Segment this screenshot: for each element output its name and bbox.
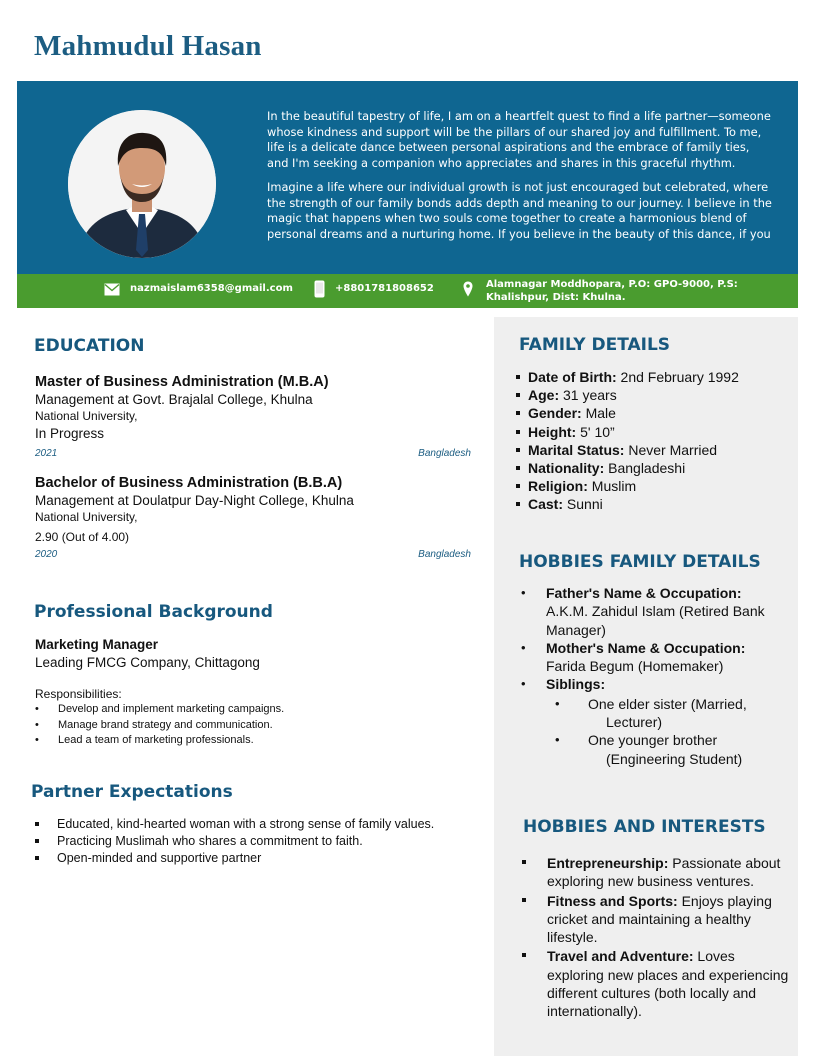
responsibilities-label: Responsibilities: <box>35 687 122 701</box>
degree-university: National University, <box>35 409 138 423</box>
map-pin-icon <box>463 281 473 297</box>
mobile-phone-icon <box>314 280 325 298</box>
portrait-illustration <box>68 110 216 258</box>
siblings-label: Siblings: <box>546 676 606 693</box>
family-details-list <box>515 368 785 514</box>
intro-paragraph-1: In the beautiful tapestry of life, I am on a heartfelt quest to find a life partner—someone whose kindness and support will be the pillars of our shared joy and fulfillment. To me, life is a delicate dance between personal aspirations and the embrace of family ties, and I'm seeking a companion who appreciates and shares in this graceful rhythm. <box>267 109 771 170</box>
hobbies-list <box>521 854 789 1022</box>
list-item: Open-minded and supportive partner <box>35 850 475 867</box>
mother-value: Farida Begum (Homemaker) <box>546 658 724 675</box>
degree-university: National University, <box>35 510 138 524</box>
list-item: Practicing Muslimah who shares a commitment to faith. <box>35 833 475 850</box>
phone-text[interactable]: +8801781808652 <box>335 283 434 294</box>
list-item: • Develop and implement marketing campaigns. <box>35 702 475 718</box>
contact-address <box>463 279 738 304</box>
intro-banner <box>17 81 798 274</box>
list-item: Age: 31 years <box>515 386 785 404</box>
envelope-icon <box>104 283 120 296</box>
education-item-mba <box>35 373 471 459</box>
responsibilities-list <box>35 702 475 749</box>
list-item: • One younger brother (Engineering Student) <box>546 731 781 768</box>
degree-country: Bangladesh <box>418 549 471 560</box>
mother-label: Mother's Name & Occupation: <box>546 639 746 656</box>
intro-text <box>267 109 772 269</box>
email-text[interactable]: nazmaislam6358@gmail.com <box>130 283 293 294</box>
parents-list <box>521 584 781 768</box>
job-company: Leading FMCG Company, Chittagong <box>35 655 260 670</box>
list-item: • Manage brand strategy and communication. <box>35 718 475 734</box>
education-heading: EDUCATION <box>34 336 145 356</box>
parents-heading: HOBBIES FAMILY DETAILS <box>519 552 761 572</box>
degree-year: 2021 <box>35 448 58 459</box>
degree-college: Management at Doulatpur Day-Night College, Khulna <box>35 493 354 508</box>
list-item: Cast: Sunni <box>515 495 785 513</box>
list-item: Religion: Muslim <box>515 477 785 495</box>
address-line-2: Khalishpur, Dist: Khulna. <box>486 291 626 303</box>
address-line-1: Alamnagar Moddhopara, P.O: GPO-9000, P.S: <box>486 279 738 290</box>
list-item: • One elder sister (Married, Lecturer) <box>546 695 781 732</box>
siblings-list <box>546 695 781 768</box>
candidate-name: Mahmudul Hasan <box>34 30 262 62</box>
list-item <box>521 675 781 767</box>
list-item: Gender: Male <box>515 404 785 422</box>
father-label: Father's Name & Occupation: <box>546 585 742 601</box>
partner-expectations-list <box>35 816 475 867</box>
list-item: Educated, kind-hearted woman with a strong sense of family values. <box>35 816 475 833</box>
list-item: Nationality: Bangladeshi <box>515 459 785 477</box>
intro-paragraph-2: Imagine a life where our individual growth is not just encouraged but celebrated, where the strength of our family bonds adds depth and meaning to our journey. I believe in the magic that happens when two souls come together to create a harmonious blend of personal dreams and a nurturing home. If you believe in the beauty of this dance, if you <box>267 180 772 241</box>
list-item: Entrepreneurship: Passionate about exploring new business ventures. <box>521 854 789 891</box>
degree-status: 2.90 (Out of 4.00) <box>35 530 130 544</box>
list-item: Travel and Adventure: Loves exploring new places and experiencing different cultures (both locally and internationally). <box>521 947 789 1020</box>
contact-email <box>104 283 293 296</box>
degree-title: Master of Business Administration (M.B.A) <box>35 374 329 390</box>
list-item: Marital Status: Never Married <box>515 441 785 459</box>
hobbies-heading: HOBBIES AND INTERESTS <box>523 817 766 837</box>
list-item <box>521 584 781 639</box>
contact-phone <box>314 280 434 298</box>
degree-college: Management at Govt. Brajalal College, Khulna <box>35 392 313 407</box>
list-item: • Lead a team of marketing professionals. <box>35 733 475 749</box>
degree-title: Bachelor of Business Administration (B.B.A) <box>35 475 343 491</box>
profile-photo <box>68 110 216 258</box>
family-heading: FAMILY DETAILS <box>519 335 671 355</box>
professional-heading: Professional Background <box>34 602 273 622</box>
list-item <box>521 639 781 676</box>
list-item: Date of Birth: 2nd February 1992 <box>515 368 785 386</box>
education-item-bba <box>35 474 471 560</box>
contact-bar <box>17 274 798 308</box>
degree-status: In Progress <box>35 426 105 441</box>
father-value: A.K.M. Zahidul Islam (Retired Bank Manager) <box>546 603 765 638</box>
degree-year: 2020 <box>35 549 58 560</box>
list-item: Fitness and Sports: Enjoys playing cricket and maintaining a healthy lifestyle. <box>521 892 789 947</box>
degree-country: Bangladesh <box>418 448 471 459</box>
professional-block <box>35 636 475 749</box>
list-item: Height: 5' 10” <box>515 423 785 441</box>
partner-heading: Partner Expectations <box>31 782 233 802</box>
job-title: Marketing Manager <box>35 637 159 652</box>
